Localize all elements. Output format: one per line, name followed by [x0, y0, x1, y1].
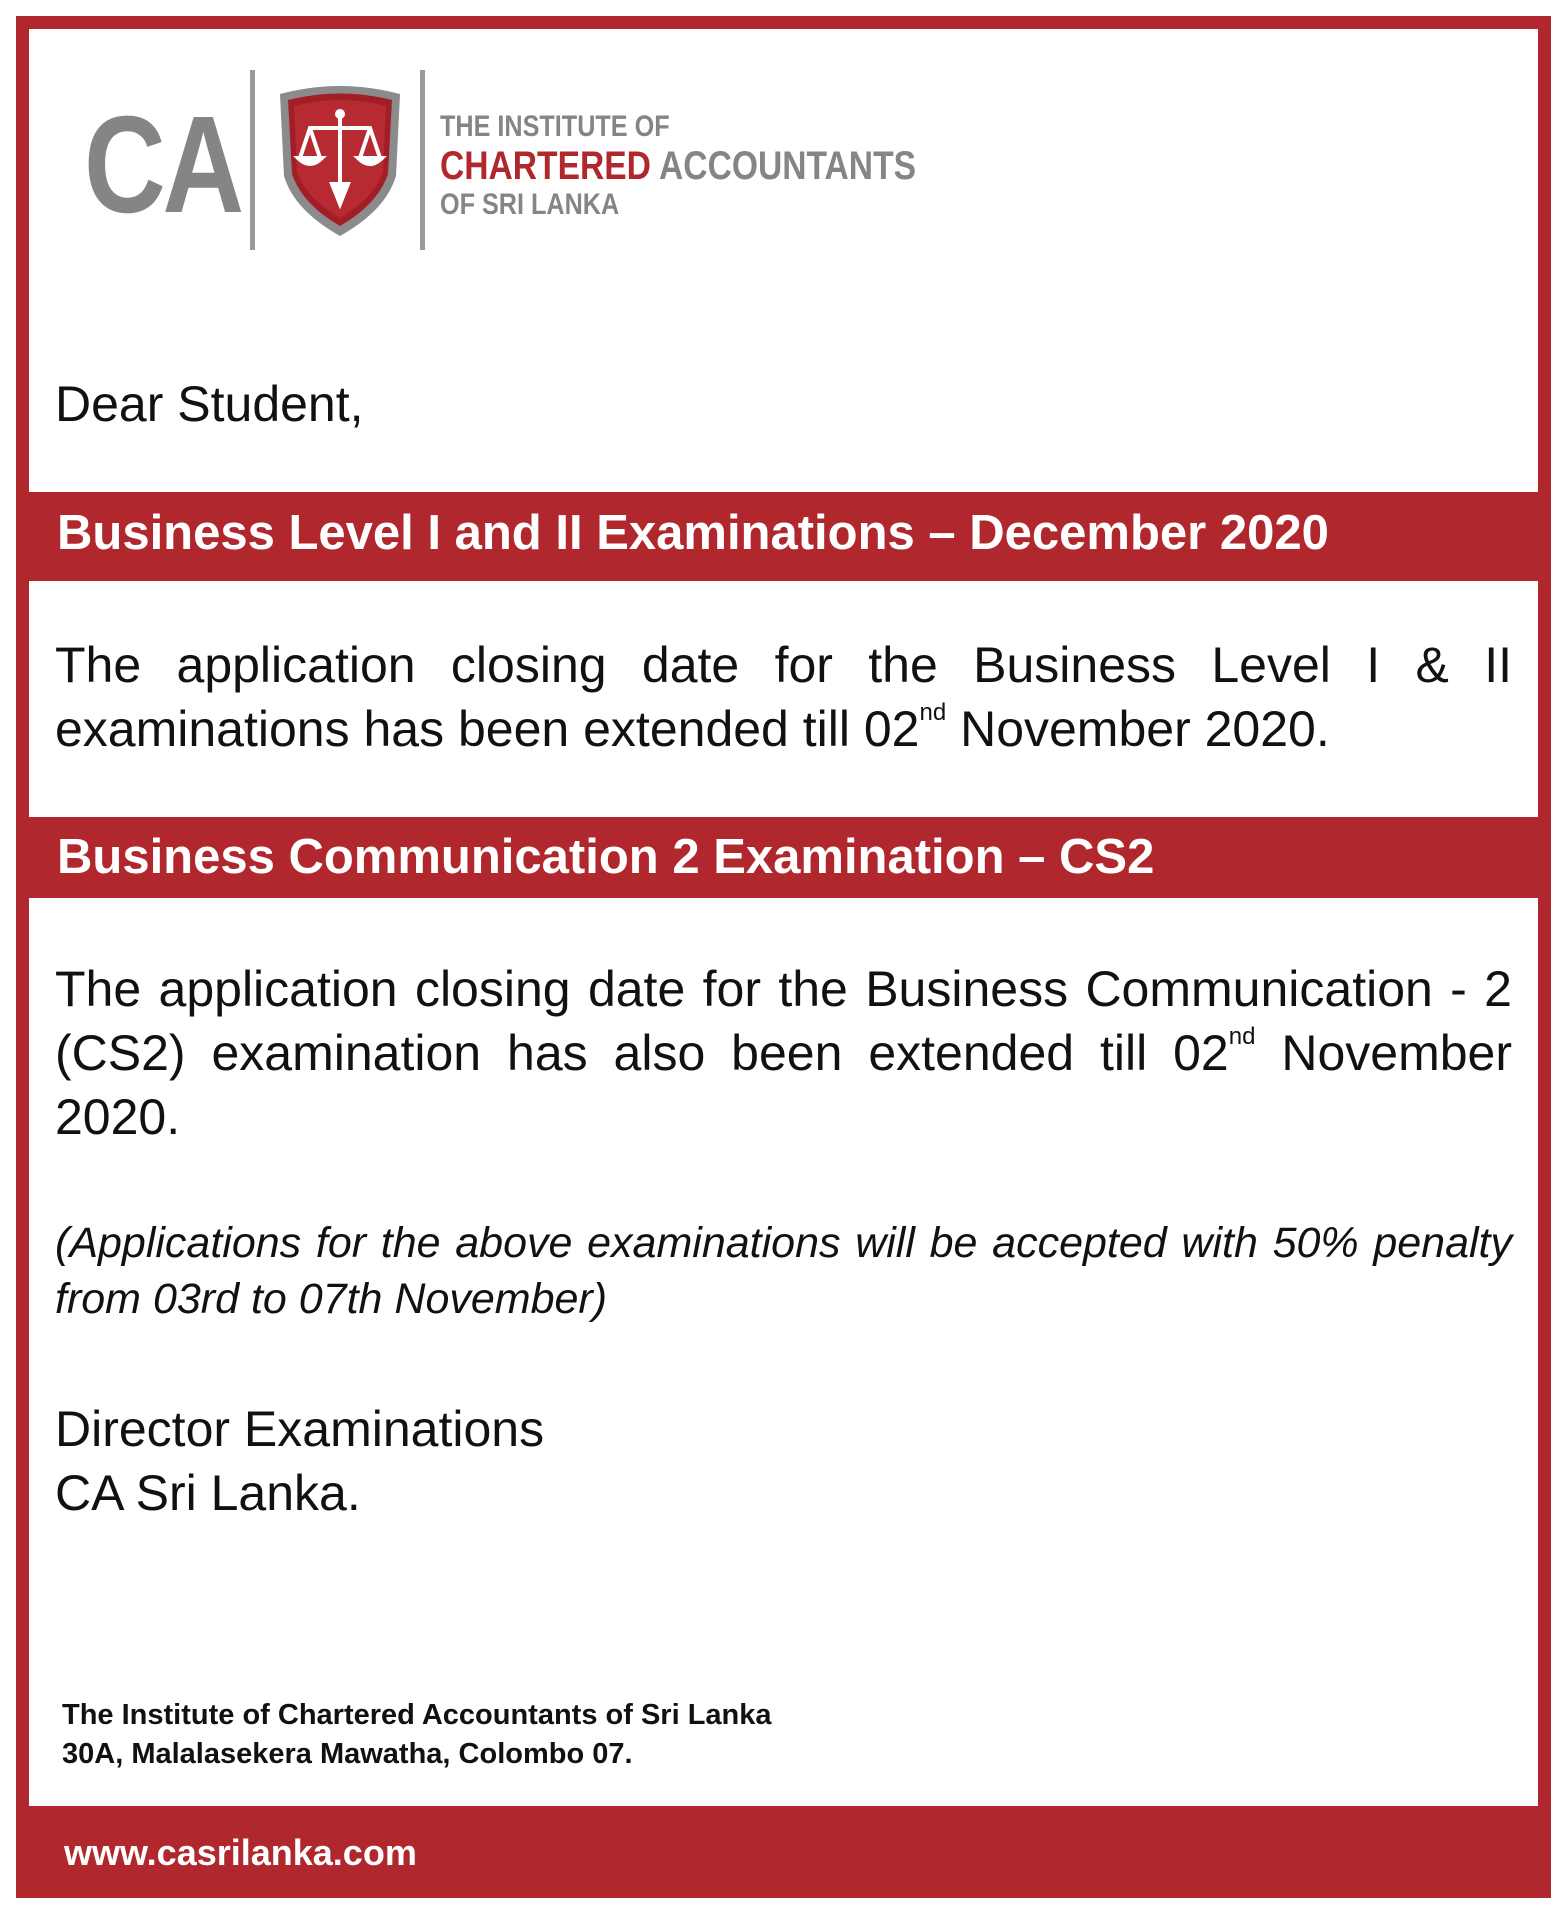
- section1-body-date: November 2020.: [946, 701, 1330, 757]
- scales-of-justice-shield-icon: [276, 84, 404, 238]
- logo-line-2-red: CHARTERED: [440, 144, 651, 188]
- section1-body: [55, 633, 1512, 761]
- logo-line-2-grey: ACCOUNTANTS: [659, 144, 917, 188]
- ordinal-suffix: nd: [1228, 1023, 1256, 1050]
- footer-street: 30A, Malalasekera Mawatha, Colombo 07.: [62, 1738, 633, 1770]
- section2-heading: Business Communication 2 Examination – CS2: [57, 830, 1155, 884]
- logo-line-3: OF SRI LANKA: [440, 188, 620, 221]
- website-link[interactable]: www.casrilanka.com: [64, 1832, 417, 1873]
- section1-body-text: The application closing date for the Business Level I & II examinations has been extended till 02: [55, 637, 1512, 757]
- footer-address: [62, 1696, 772, 1774]
- signature-title: Director Examinations: [55, 1401, 545, 1457]
- salutation: Dear Student,: [55, 376, 364, 432]
- logo-abbreviation: CA: [84, 88, 241, 242]
- footer-org-name: The Institute of Chartered Accountants of Sri Lanka: [62, 1699, 772, 1731]
- section2-body-text: The application closing date for the Business Communication - 2 (CS2) examination has also been extended till 02: [55, 961, 1512, 1081]
- logo-wordmark: [440, 112, 916, 220]
- logo-line-2: [440, 146, 916, 186]
- penalty-note: (Applications for the above examinations will be accepted with 50% penalty from 03rd to 07th November): [55, 1219, 1512, 1323]
- signature: [55, 1397, 544, 1525]
- section2-body: [55, 957, 1512, 1149]
- logo-divider: [420, 70, 425, 250]
- logo-line-1: THE INSTITUTE OF: [440, 110, 670, 143]
- section1-heading: Business Level I and II Examinations – December 2020: [57, 506, 1329, 560]
- signature-org: CA Sri Lanka.: [55, 1465, 361, 1521]
- logo-divider: [250, 70, 255, 250]
- ordinal-suffix: nd: [919, 699, 947, 726]
- section2-body-date: November 2020.: [55, 1025, 1512, 1145]
